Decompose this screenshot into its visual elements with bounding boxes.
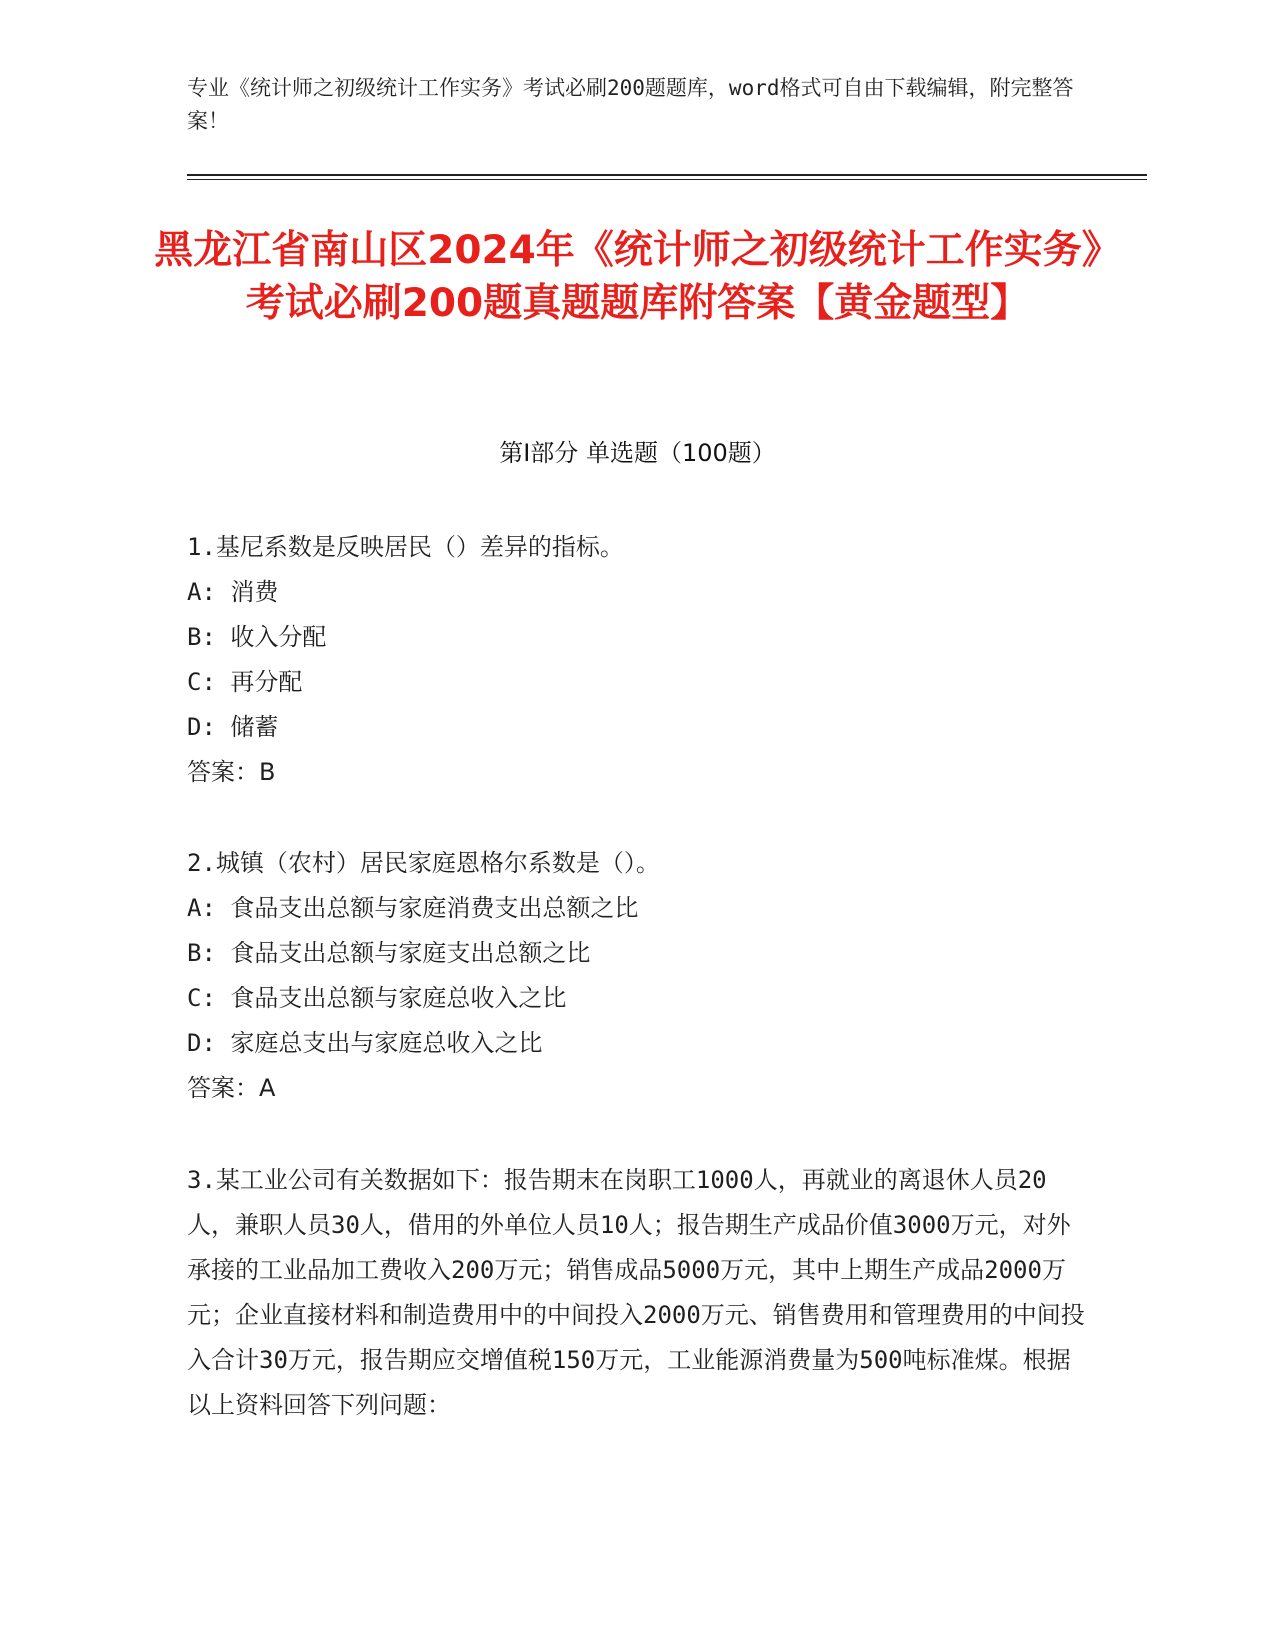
question-stem: 3.某工业公司有关数据如下：报告期末在岗职工1000人，再就业的离退休人员20人，兼职人员30人，借用的外单位人员10人；报告期生产成品价值3000万元，对外承接的工业品加工费收入200万元；销售成品5000万元，其中上期生产成品2000万元；企业直接材料和制造费用中的中间投入2000万元、销售费用和管理费用的中间投入合计30万元，报告期应交增值税150万元，工业能源消费量为500吨标准煤。根据以上资料回答下列问题：: [187, 1166, 1085, 1419]
header-divider-thick: [187, 174, 1147, 176]
option-a: A: 食品支出总额与家庭消费支出总额之比: [187, 894, 639, 922]
option-d: D: 储蓄: [187, 713, 279, 741]
section-heading: 第I部分 单选题（100题）: [499, 439, 776, 467]
question-stem: 2.城镇（农村）居民家庭恩格尔系数是（）。: [187, 849, 660, 877]
answer: 答案：B: [187, 758, 276, 786]
header-divider-thin: [187, 179, 1147, 180]
question-3: [187, 1158, 1087, 1428]
option-c: C: 食品支出总额与家庭总收入之比: [187, 984, 567, 1012]
header-note: 专业《统计师之初级统计工作实务》考试必刷200题题库，word格式可自由下载编辑，附完整答案！: [187, 76, 1074, 133]
document-title: 黑龙江省南山区2024年《统计师之初级统计工作实务》考试必刷200题真题题库附答案【黄金题型】: [154, 228, 1121, 326]
question-2: [187, 841, 1087, 1111]
option-c: C: 再分配: [187, 668, 303, 696]
option-b: B: 收入分配: [187, 623, 327, 651]
question-1: [187, 525, 1087, 795]
option-b: B: 食品支出总额与家庭支出总额之比: [187, 939, 591, 967]
option-a: A: 消费: [187, 578, 279, 606]
option-d: D: 家庭总支出与家庭总收入之比: [187, 1029, 543, 1057]
question-stem: 1.基尼系数是反映居民（）差异的指标。: [187, 533, 624, 561]
answer: 答案：A: [187, 1074, 276, 1102]
